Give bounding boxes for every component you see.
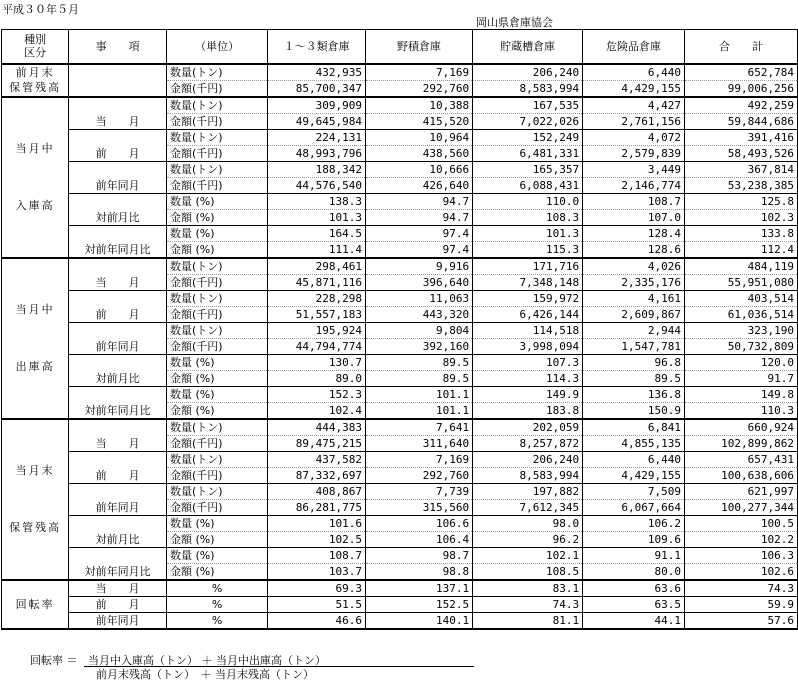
value-class1-3: 108.7	[268, 547, 366, 563]
value-silo: 107.3	[473, 354, 583, 370]
value-open-yard: 443,320	[365, 306, 472, 322]
row-unit: %	[167, 580, 268, 597]
value-class1-3: 103.7	[268, 563, 366, 580]
value-total: 53,238,385	[684, 177, 797, 193]
value-open-yard: 101.1	[365, 402, 472, 419]
formula-numerator: 当月中入庫高（トン） ＋ 当月中出庫高（トン）	[88, 654, 326, 667]
value-hazardous: 128.6	[583, 241, 685, 258]
value-open-yard: 9,916	[365, 258, 472, 275]
value-total: 492,259	[684, 97, 797, 114]
table-row	[2, 193, 798, 209]
value-hazardous: 109.6	[583, 531, 685, 547]
section-title: 前月末	[15, 66, 55, 79]
value-total: 652,784	[684, 64, 797, 81]
header-row	[2, 30, 798, 64]
table-row	[2, 483, 798, 499]
row-item: 対前年同月比	[69, 386, 167, 419]
value-silo: 114,518	[473, 322, 583, 338]
value-open-yard: 426,640	[365, 177, 472, 193]
value-class1-3: 138.3	[268, 193, 366, 209]
value-class1-3: 51.5	[268, 596, 366, 612]
row-unit: 金額(千円)	[167, 499, 268, 515]
row-unit: 数量 (%)	[167, 225, 268, 241]
row-item: 当 月	[69, 580, 167, 597]
row-item: 前年同月	[69, 612, 167, 629]
value-open-yard: 7,739	[365, 483, 472, 499]
value-open-yard: 89.5	[365, 370, 472, 386]
row-item: 前年同月	[69, 161, 167, 193]
value-hazardous: 2,761,156	[583, 113, 685, 129]
table-row	[2, 64, 798, 81]
value-hazardous: 136.8	[583, 386, 685, 402]
value-total: 100,277,344	[684, 499, 797, 515]
value-class1-3: 102.4	[268, 402, 366, 419]
value-open-yard: 140.1	[365, 612, 472, 629]
row-unit: 数量(トン)	[167, 258, 268, 275]
value-class1-3: 101.6	[268, 515, 366, 531]
value-class1-3: 164.5	[268, 225, 366, 241]
row-unit: 数量(トン)	[167, 129, 268, 145]
value-total: 110.3	[684, 402, 797, 419]
value-class1-3: 44,794,774	[268, 338, 366, 354]
value-open-yard: 396,640	[365, 274, 472, 290]
value-silo: 96.2	[473, 531, 583, 547]
row-item: 前年同月	[69, 483, 167, 515]
section-label-closing	[2, 419, 69, 580]
value-open-yard: 97.4	[365, 225, 472, 241]
value-hazardous: 6,440	[583, 451, 685, 467]
table-row	[2, 451, 798, 467]
value-open-yard: 10,964	[365, 129, 472, 145]
value-hazardous: 4,855,135	[583, 435, 685, 451]
value-silo: 102.1	[473, 547, 583, 563]
section-title: 回転率	[15, 597, 55, 611]
value-hazardous: 2,609,867	[583, 306, 685, 322]
section-label-opening	[2, 64, 69, 97]
value-total: 99,006,256	[684, 80, 797, 97]
table-row	[2, 596, 798, 612]
row-unit: 金額(千円)	[167, 306, 268, 322]
value-silo: 149.9	[473, 386, 583, 402]
value-hazardous: 108.7	[583, 193, 685, 209]
value-total: 100.5	[684, 515, 797, 531]
section-label-receipts	[2, 97, 69, 258]
value-total: 102.2	[684, 531, 797, 547]
value-class1-3: 102.5	[268, 531, 366, 547]
row-unit: 金額(千円)	[167, 435, 268, 451]
header-category: 種別 区分	[2, 30, 69, 64]
section-label-turnover	[2, 580, 69, 629]
value-class1-3: 45,871,116	[268, 274, 366, 290]
value-silo: 6,481,331	[473, 145, 583, 161]
value-silo: 108.5	[473, 563, 583, 580]
value-silo: 202,059	[473, 419, 583, 436]
row-item: 前 月	[69, 596, 167, 612]
value-total: 106.3	[684, 547, 797, 563]
value-hazardous: 128.4	[583, 225, 685, 241]
value-silo: 8,583,994	[473, 467, 583, 483]
value-class1-3: 89.0	[268, 370, 366, 386]
value-hazardous: 63.5	[583, 596, 685, 612]
organization-name: 岡山県倉庫協会	[476, 16, 553, 29]
row-item: 前 月	[69, 129, 167, 161]
value-silo: 206,240	[473, 64, 583, 81]
value-class1-3: 101.3	[268, 209, 366, 225]
value-silo: 7,022,026	[473, 113, 583, 129]
formula-denominator: 前月末残高（トン） ＋ 当月末残高（トン）	[96, 668, 314, 681]
value-class1-3: 130.7	[268, 354, 366, 370]
value-total: 102.3	[684, 209, 797, 225]
section-subtitle: 入庫高	[15, 199, 55, 213]
table-row	[2, 547, 798, 563]
value-open-yard: 137.1	[365, 580, 472, 597]
value-open-yard: 7,169	[365, 451, 472, 467]
row-unit: 数量 (%)	[167, 386, 268, 402]
value-hazardous: 4,427	[583, 97, 685, 114]
table-row	[2, 129, 798, 145]
row-unit: 金額(千円)	[167, 113, 268, 129]
section-subtitle: 保管残高	[9, 81, 62, 94]
value-total: 621,997	[684, 483, 797, 499]
value-total: 61,036,514	[684, 306, 797, 322]
value-hazardous: 2,944	[583, 322, 685, 338]
value-total: 403,514	[684, 290, 797, 306]
value-silo: 98.0	[473, 515, 583, 531]
header-item: 事 項	[69, 30, 167, 64]
value-hazardous: 6,841	[583, 419, 685, 436]
row-unit: %	[167, 612, 268, 629]
value-open-yard: 7,641	[365, 419, 472, 436]
row-unit: 金額 (%)	[167, 531, 268, 547]
table-row	[2, 322, 798, 338]
row-item: 対前月比	[69, 515, 167, 547]
value-total: 484,119	[684, 258, 797, 275]
row-item: 対前年同月比	[69, 547, 167, 580]
value-open-yard: 98.8	[365, 563, 472, 580]
header-open-yard: 野積倉庫	[365, 30, 472, 64]
value-hazardous: 63.6	[583, 580, 685, 597]
value-class1-3: 432,935	[268, 64, 366, 81]
table-row	[2, 515, 798, 531]
value-open-yard: 392,160	[365, 338, 472, 354]
value-hazardous: 4,429,155	[583, 80, 685, 97]
value-hazardous: 7,509	[583, 483, 685, 499]
value-open-yard: 415,520	[365, 113, 472, 129]
value-hazardous: 2,579,839	[583, 145, 685, 161]
row-unit: 金額(千円)	[167, 145, 268, 161]
value-silo: 159,972	[473, 290, 583, 306]
table-row	[2, 580, 798, 597]
row-unit: 数量(トン)	[167, 451, 268, 467]
value-class1-3: 44,576,540	[268, 177, 366, 193]
row-unit: %	[167, 596, 268, 612]
value-open-yard: 89.5	[365, 354, 472, 370]
value-open-yard: 10,666	[365, 161, 472, 177]
value-total: 59.9	[684, 596, 797, 612]
section-title: 当月中	[15, 141, 55, 155]
value-hazardous: 6,067,664	[583, 499, 685, 515]
row-item: 対前月比	[69, 193, 167, 225]
value-total: 125.8	[684, 193, 797, 209]
value-class1-3: 228,298	[268, 290, 366, 306]
value-open-yard: 311,640	[365, 435, 472, 451]
value-class1-3: 46.6	[268, 612, 366, 629]
row-item: 前 月	[69, 451, 167, 483]
value-class1-3: 152.3	[268, 386, 366, 402]
row-item: 当 月	[69, 258, 167, 291]
value-silo: 8,583,994	[473, 80, 583, 97]
value-total: 367,814	[684, 161, 797, 177]
value-class1-3: 89,475,215	[268, 435, 366, 451]
header-total: 合 計	[684, 30, 797, 64]
section-title: 当月中	[15, 302, 55, 316]
value-silo: 6,088,431	[473, 177, 583, 193]
table-row	[2, 354, 798, 370]
row-unit: 数量(トン)	[167, 322, 268, 338]
value-silo: 114.3	[473, 370, 583, 386]
value-total: 323,190	[684, 322, 797, 338]
value-open-yard: 98.7	[365, 547, 472, 563]
value-silo: 81.1	[473, 612, 583, 629]
value-silo: 197,882	[473, 483, 583, 499]
value-silo: 6,426,144	[473, 306, 583, 322]
row-unit: 数量 (%)	[167, 547, 268, 563]
value-open-yard: 7,169	[365, 64, 472, 81]
row-unit: 数量(トン)	[167, 97, 268, 114]
row-unit: 数量 (%)	[167, 515, 268, 531]
value-hazardous: 4,429,155	[583, 467, 685, 483]
table-row	[2, 419, 798, 436]
value-total: 133.8	[684, 225, 797, 241]
row-unit: 数量(トン)	[167, 290, 268, 306]
row-item: 当 月	[69, 419, 167, 452]
row-unit: 金額 (%)	[167, 370, 268, 386]
value-hazardous: 91.1	[583, 547, 685, 563]
value-open-yard: 292,760	[365, 467, 472, 483]
value-total: 91.7	[684, 370, 797, 386]
value-hazardous: 150.9	[583, 402, 685, 419]
value-class1-3: 444,383	[268, 419, 366, 436]
row-unit: 金額 (%)	[167, 402, 268, 419]
row-item: 対前月比	[69, 354, 167, 386]
value-total: 58,493,526	[684, 145, 797, 161]
value-hazardous: 107.0	[583, 209, 685, 225]
value-hazardous: 1,547,781	[583, 338, 685, 354]
value-hazardous: 2,335,176	[583, 274, 685, 290]
value-class1-3: 188,342	[268, 161, 366, 177]
value-class1-3: 111.4	[268, 241, 366, 258]
value-total: 59,844,686	[684, 113, 797, 129]
value-silo: 171,716	[473, 258, 583, 275]
value-hazardous: 89.5	[583, 370, 685, 386]
value-silo: 3,998,094	[473, 338, 583, 354]
value-hazardous: 4,072	[583, 129, 685, 145]
value-silo: 167,535	[473, 97, 583, 114]
row-unit: 数量(トン)	[167, 161, 268, 177]
table-row	[2, 97, 798, 114]
value-hazardous: 4,161	[583, 290, 685, 306]
row-unit: 金額(千円)	[167, 467, 268, 483]
value-open-yard: 94.7	[365, 193, 472, 209]
value-open-yard: 315,560	[365, 499, 472, 515]
value-silo: 108.3	[473, 209, 583, 225]
value-silo: 101.3	[473, 225, 583, 241]
value-open-yard: 152.5	[365, 596, 472, 612]
row-unit: 数量(トン)	[167, 64, 268, 81]
warehouse-statistics-table	[1, 29, 798, 630]
value-class1-3: 49,645,984	[268, 113, 366, 129]
row-unit: 金額(千円)	[167, 177, 268, 193]
row-unit: 金額(千円)	[167, 274, 268, 290]
section-subtitle: 保管残高	[9, 521, 62, 535]
value-class1-3: 298,461	[268, 258, 366, 275]
value-total: 149.8	[684, 386, 797, 402]
value-total: 102.6	[684, 563, 797, 580]
value-silo: 206,240	[473, 451, 583, 467]
value-class1-3: 309,909	[268, 97, 366, 114]
value-class1-3: 69.3	[268, 580, 366, 597]
row-unit: 数量 (%)	[167, 193, 268, 209]
value-class1-3: 408,867	[268, 483, 366, 499]
value-class1-3: 86,281,775	[268, 499, 366, 515]
value-total: 660,924	[684, 419, 797, 436]
value-total: 57.6	[684, 612, 797, 629]
header-hazardous: 危険品倉庫	[583, 30, 685, 64]
table-row	[2, 386, 798, 402]
value-hazardous: 2,146,774	[583, 177, 685, 193]
row-item: 前年同月	[69, 322, 167, 354]
report-period: 平成３０年５月	[2, 3, 79, 16]
header-class1-3: １～３類倉庫	[268, 30, 366, 64]
row-unit: 数量 (%)	[167, 354, 268, 370]
value-open-yard: 106.4	[365, 531, 472, 547]
value-hazardous: 96.8	[583, 354, 685, 370]
row-unit: 金額 (%)	[167, 241, 268, 258]
table-row	[2, 161, 798, 177]
row-item	[69, 64, 167, 97]
value-hazardous: 44.1	[583, 612, 685, 629]
row-unit: 金額(千円)	[167, 80, 268, 97]
value-silo: 83.1	[473, 580, 583, 597]
value-hazardous: 6,440	[583, 64, 685, 81]
value-open-yard: 106.6	[365, 515, 472, 531]
value-total: 74.3	[684, 580, 797, 597]
value-class1-3: 48,993,796	[268, 145, 366, 161]
value-silo: 115.3	[473, 241, 583, 258]
row-unit: 金額 (%)	[167, 563, 268, 580]
value-silo: 7,612,345	[473, 499, 583, 515]
value-total: 120.0	[684, 354, 797, 370]
value-class1-3: 437,582	[268, 451, 366, 467]
header-unit: （単位）	[167, 30, 268, 64]
value-total: 112.4	[684, 241, 797, 258]
row-unit: 数量(トン)	[167, 419, 268, 436]
table-row	[2, 612, 798, 629]
value-open-yard: 94.7	[365, 209, 472, 225]
section-title: 当月末	[15, 463, 55, 477]
table-row	[2, 290, 798, 306]
value-class1-3: 85,700,347	[268, 80, 366, 97]
row-unit: 数量(トン)	[167, 483, 268, 499]
value-open-yard: 101.1	[365, 386, 472, 402]
value-hazardous: 4,026	[583, 258, 685, 275]
value-silo: 74.3	[473, 596, 583, 612]
value-total: 102,899,862	[684, 435, 797, 451]
value-total: 391,416	[684, 129, 797, 145]
value-class1-3: 87,332,697	[268, 467, 366, 483]
value-class1-3: 195,924	[268, 322, 366, 338]
section-subtitle: 出庫高	[15, 360, 55, 374]
value-class1-3: 224,131	[268, 129, 366, 145]
value-hazardous: 80.0	[583, 563, 685, 580]
row-item: 対前年同月比	[69, 225, 167, 258]
value-silo: 110.0	[473, 193, 583, 209]
table-row	[2, 258, 798, 275]
value-silo: 8,257,872	[473, 435, 583, 451]
row-unit: 金額(千円)	[167, 338, 268, 354]
value-hazardous: 3,449	[583, 161, 685, 177]
value-open-yard: 97.4	[365, 241, 472, 258]
value-open-yard: 11,063	[365, 290, 472, 306]
value-total: 50,732,809	[684, 338, 797, 354]
value-silo: 183.8	[473, 402, 583, 419]
row-item: 当 月	[69, 97, 167, 130]
header-silo: 貯蔵槽倉庫	[473, 30, 583, 64]
value-class1-3: 51,557,183	[268, 306, 366, 322]
value-open-yard: 438,560	[365, 145, 472, 161]
formula-label: 回転率 ＝	[30, 654, 78, 667]
value-open-yard: 10,388	[365, 97, 472, 114]
value-silo: 152,249	[473, 129, 583, 145]
row-unit: 金額 (%)	[167, 209, 268, 225]
value-hazardous: 106.2	[583, 515, 685, 531]
value-total: 55,951,080	[684, 274, 797, 290]
value-silo: 165,357	[473, 161, 583, 177]
row-item: 前 月	[69, 290, 167, 322]
value-silo: 7,348,148	[473, 274, 583, 290]
value-open-yard: 292,760	[365, 80, 472, 97]
section-label-shipments	[2, 258, 69, 419]
value-open-yard: 9,804	[365, 322, 472, 338]
table-row	[2, 225, 798, 241]
value-total: 657,431	[684, 451, 797, 467]
value-total: 100,638,606	[684, 467, 797, 483]
